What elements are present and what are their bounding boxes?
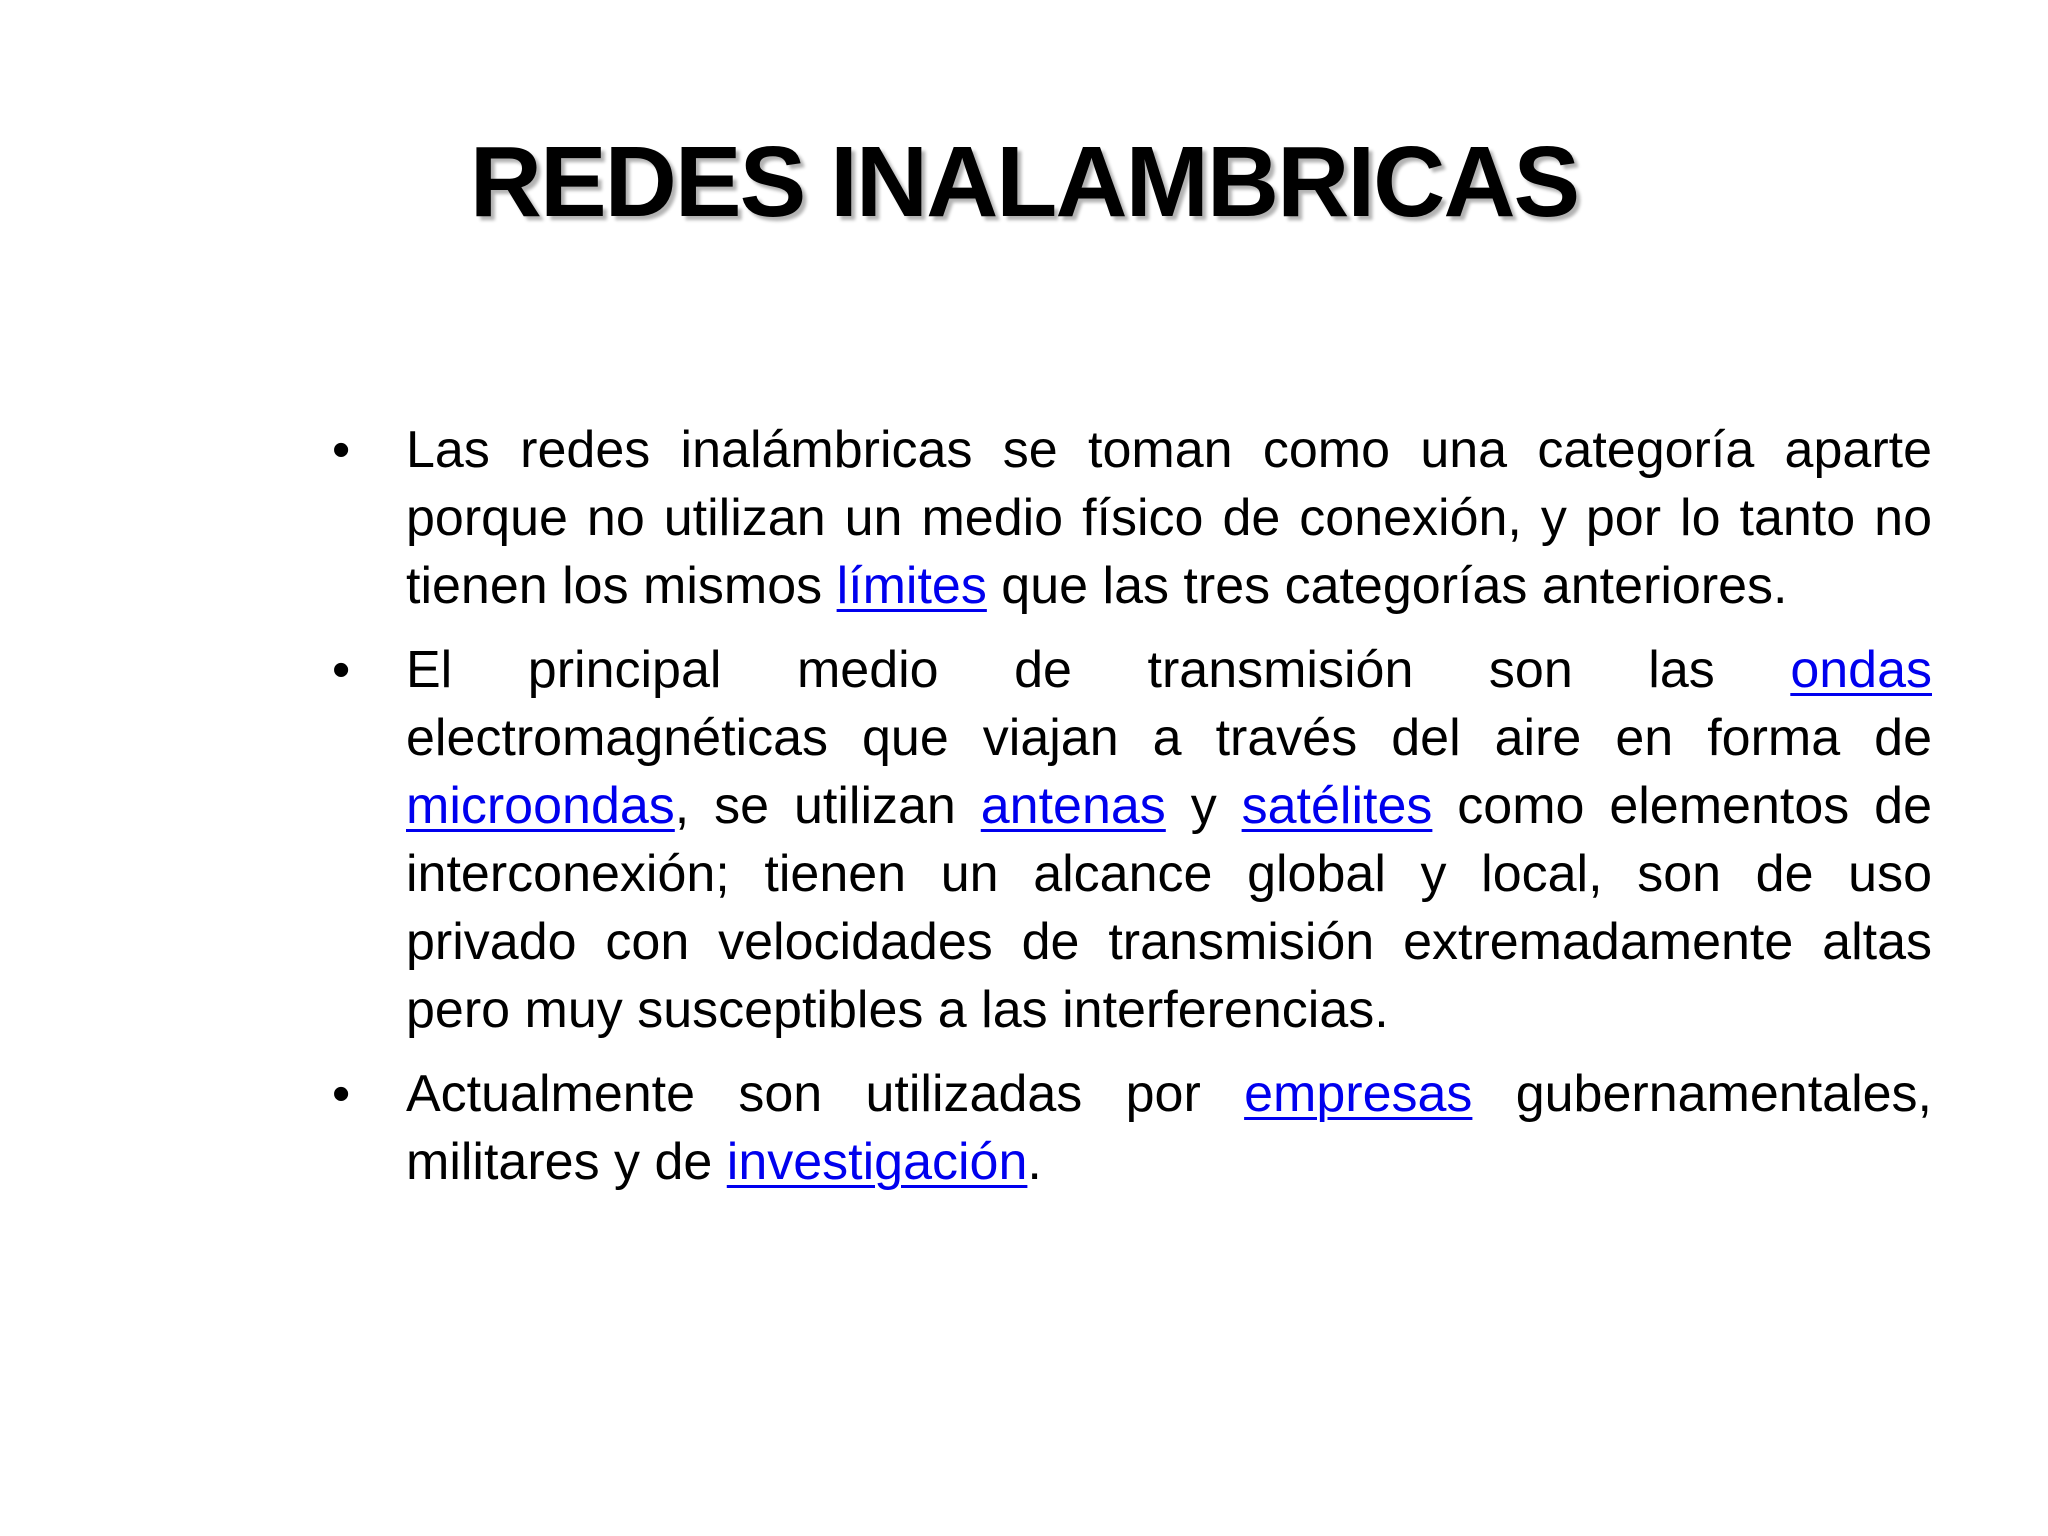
link-satelites[interactable]: satélites — [1241, 777, 1433, 835]
link-microondas[interactable]: microondas — [406, 777, 675, 835]
bullet-3-text-2: gubernamentales, militares y de — [406, 1065, 1932, 1191]
link-antenas[interactable]: antenas — [980, 777, 1166, 835]
bullet-3-text-1: Actualmente son utilizadas por — [406, 1065, 1245, 1123]
bullet-2-text-5: como elementos de interconexión; tienen un alcance global y local, son de uso privado con velocidades de transmisión extremadamente altas pero muy susceptibles a las interferencias. — [406, 777, 1932, 1039]
bullet-item-3 — [322, 1060, 1932, 1196]
bullet-dot-icon: • — [332, 421, 351, 479]
bullet-3-text-3: . — [1027, 1133, 1042, 1191]
bullet-dot-icon: • — [332, 641, 351, 699]
bullet-2-text-4: y — [1165, 777, 1242, 835]
bullet-1-text-1: Las redes inalámbricas se toman como una categoría aparte porque no utilizan un medio físico de conexión, y por lo tanto no tienen los mismos — [406, 421, 1932, 615]
bullet-2-text-2: electromagnéticas que viajan a través del aire en forma de — [406, 709, 1932, 767]
bullet-2-text-3: , se utilizan — [674, 777, 981, 835]
link-limites[interactable]: límites — [836, 557, 987, 615]
slide-title: REDES INALAMBRICAS — [469, 126, 1579, 238]
bullet-list — [322, 416, 1932, 1212]
bullet-2-text-1: El principal medio de transmisión son las — [406, 641, 1791, 699]
bullet-item-1 — [322, 416, 1932, 620]
bullet-dot-icon: • — [332, 1065, 351, 1123]
bullet-1-text-2: que las tres categorías anteriores. — [986, 557, 1788, 615]
link-empresas[interactable]: empresas — [1244, 1065, 1473, 1123]
bullet-item-2 — [322, 636, 1932, 1044]
link-ondas[interactable]: ondas — [1790, 641, 1932, 699]
link-investigacion[interactable]: investigación — [726, 1133, 1028, 1191]
